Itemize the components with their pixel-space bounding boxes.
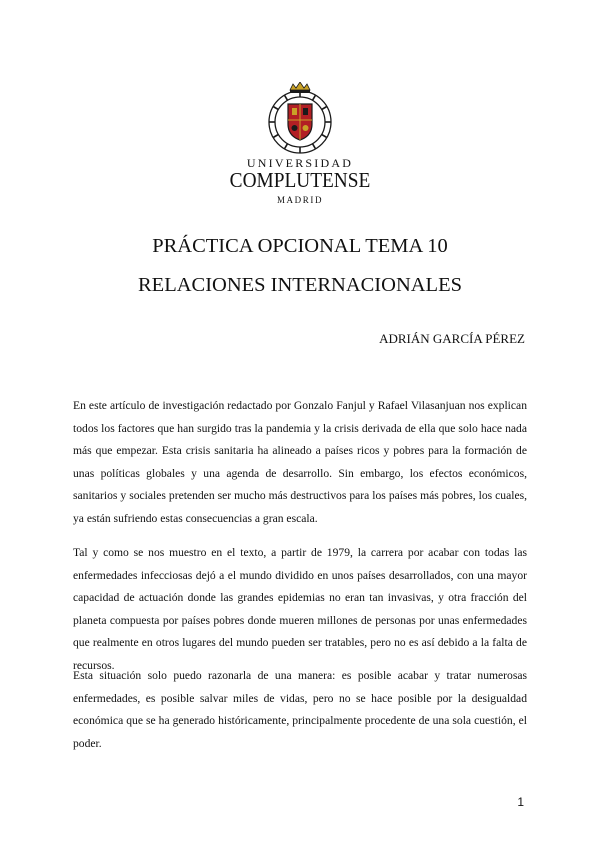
logo-text-madrid: MADRID [276,195,324,205]
author-name: ADRIÁN GARCÍA PÉREZ [379,331,525,346]
document-title-line-1: PRÁCTICA OPCIONAL TEMA 10 [152,235,448,257]
logo-text-complutense: COMPLUTENSE [229,168,371,192]
body-paragraph-2: Tal y como se nos muestro en el texto, a partir de 1979, la carrera por acabar con todas las enfermedades infecciosas dejó a el mundo dividido en unos países desarrollados, con una mayor capacidad de actuación donde las grandes epidemias no eran tan invasivas, y otra fracción del planeta compuesta por países pobres donde mueren millones de personas por unas enfermedades que realmente en otros lugares del mundo pueden ser tratables, pero no es así debido a la falta de recursos. [73,546,527,672]
university-crest-icon [263,82,337,156]
body-paragraph-1: En este artículo de investigación redactado por Gonzalo Fanjul y Rafael Vilasanjuan nos explican todos los factores que han surgido tras la pandemia y la crisis derivada de ella que solo hace nada más que empezar. Esta crisis sanitaria ha alineado a países ricos y pobres para la formación de unas políticas globales y una agenda de desarrollo. Sin embargo, los efectos económicos, sanitarios y sociales pretenden ser mucho más destructivos para los países más pobres, los cuales, ya están sufriendo estas consecuencias a gran escala. [73,399,527,525]
body-paragraph-3: Esta situación solo puedo razonarla de una manera: es posible acabar y tratar numerosas enfermedades, es posible salvar miles de vidas, pero no se hace posible por la desigualdad económica que se ha generado históricamente, principalmente procedente de una sola cuestión, el poder. [73,669,527,750]
document-title-line-2: RELACIONES INTERNACIONALES [138,274,462,296]
logo-text-universidad: UNIVERSIDAD [246,156,354,170]
page-number: 1 [517,795,524,809]
